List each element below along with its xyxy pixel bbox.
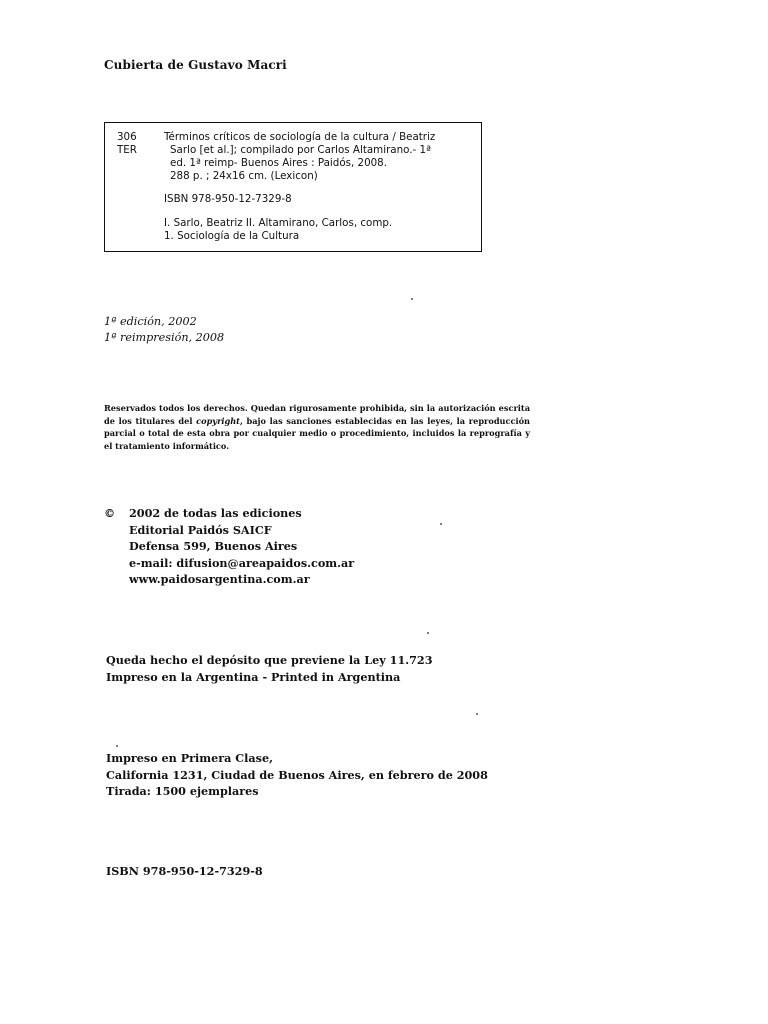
- catalog-entry-line: 288 p. ; 24x16 cm. (Lexicon): [170, 170, 318, 182]
- rights-line: informático.: [172, 440, 230, 451]
- catalog-entry-line: Sarlo [et al.]; compilado por Carlos Altamirano.- 1ª: [170, 144, 431, 156]
- first-edition: 1ª edición, 2002: [104, 315, 197, 328]
- publisher-address: Defensa 599, Buenos Aires: [129, 539, 298, 553]
- rights-line: , bajo las sanciones establecidas en las leyes, la reproducción parcial: [104, 415, 530, 439]
- scan-speck: [440, 523, 442, 525]
- catalog-record-box: [104, 122, 482, 252]
- publisher-email: e-mail: difusion@areapaidos.com.ar: [129, 555, 355, 570]
- copyright-symbol: ©: [104, 506, 116, 520]
- rights-reserved-notice: [104, 402, 530, 452]
- edition-history: [104, 314, 224, 346]
- catalog-subject-line: 1. Sociología de la Cultura: [164, 230, 300, 242]
- catalog-classification: [117, 131, 157, 157]
- catalog-entry-description: [164, 131, 476, 183]
- catalog-subject-line: I. Sarlo, Beatriz II. Altamirano, Carlos, comp.: [164, 217, 393, 229]
- printed-in-statement: Impreso en la Argentina - Printed in Argentina: [106, 669, 401, 684]
- catalog-isbn: ISBN 978-950-12-7329-8: [164, 193, 292, 205]
- printer-info: [106, 750, 488, 800]
- isbn-footer: ISBN 978-950-12-7329-8: [106, 864, 263, 878]
- publisher-website: www.paidosargentina.com.ar: [129, 572, 310, 586]
- class-code: TER: [117, 144, 137, 156]
- catalog-entry: [164, 131, 476, 243]
- rights-line: o total de esta obra por cualquier medio o procedimiento, incluidos la reprografía y el tratamiento: [104, 428, 530, 451]
- rights-line: los titulares del: [118, 415, 197, 426]
- rights-line: Reservados todos los derechos. Quedan rigurosamente prohibida, sin la autorización escrita de: [104, 403, 530, 426]
- print-run: Tirada: 1500 ejemplares: [106, 784, 259, 798]
- copyright-line: 2002 de todas las ediciones: [129, 506, 302, 520]
- printer-name: Impreso en Primera Clase,: [106, 751, 273, 765]
- catalog-entry-line: Términos críticos de sociología de la cultura / Beatriz: [164, 131, 436, 143]
- class-number: 306: [117, 131, 137, 143]
- printer-address: California 1231, Ciudad de Buenos Aires, en febrero de 2008: [106, 767, 488, 782]
- copyright-notice: [104, 505, 354, 588]
- scan-speck: [476, 713, 478, 715]
- deposit-statement: Queda hecho el depósito que previene la Ley 11.723: [106, 653, 433, 667]
- scan-speck: [427, 632, 429, 634]
- legal-deposit: [106, 652, 433, 685]
- scan-speck: [116, 745, 118, 747]
- scan-speck: [411, 298, 413, 300]
- first-reprint: 1ª reimpresión, 2008: [104, 331, 225, 344]
- catalog-entry-line: ed. 1ª reimp- Buenos Aires : Paidós, 2008.: [170, 157, 388, 169]
- catalog-subjects: [164, 217, 476, 243]
- publisher-name: Editorial Paidós SAICF: [129, 522, 272, 537]
- rights-copyright-word: copyright: [196, 415, 240, 426]
- cover-credit: Cubierta de Gustavo Macri: [104, 58, 287, 72]
